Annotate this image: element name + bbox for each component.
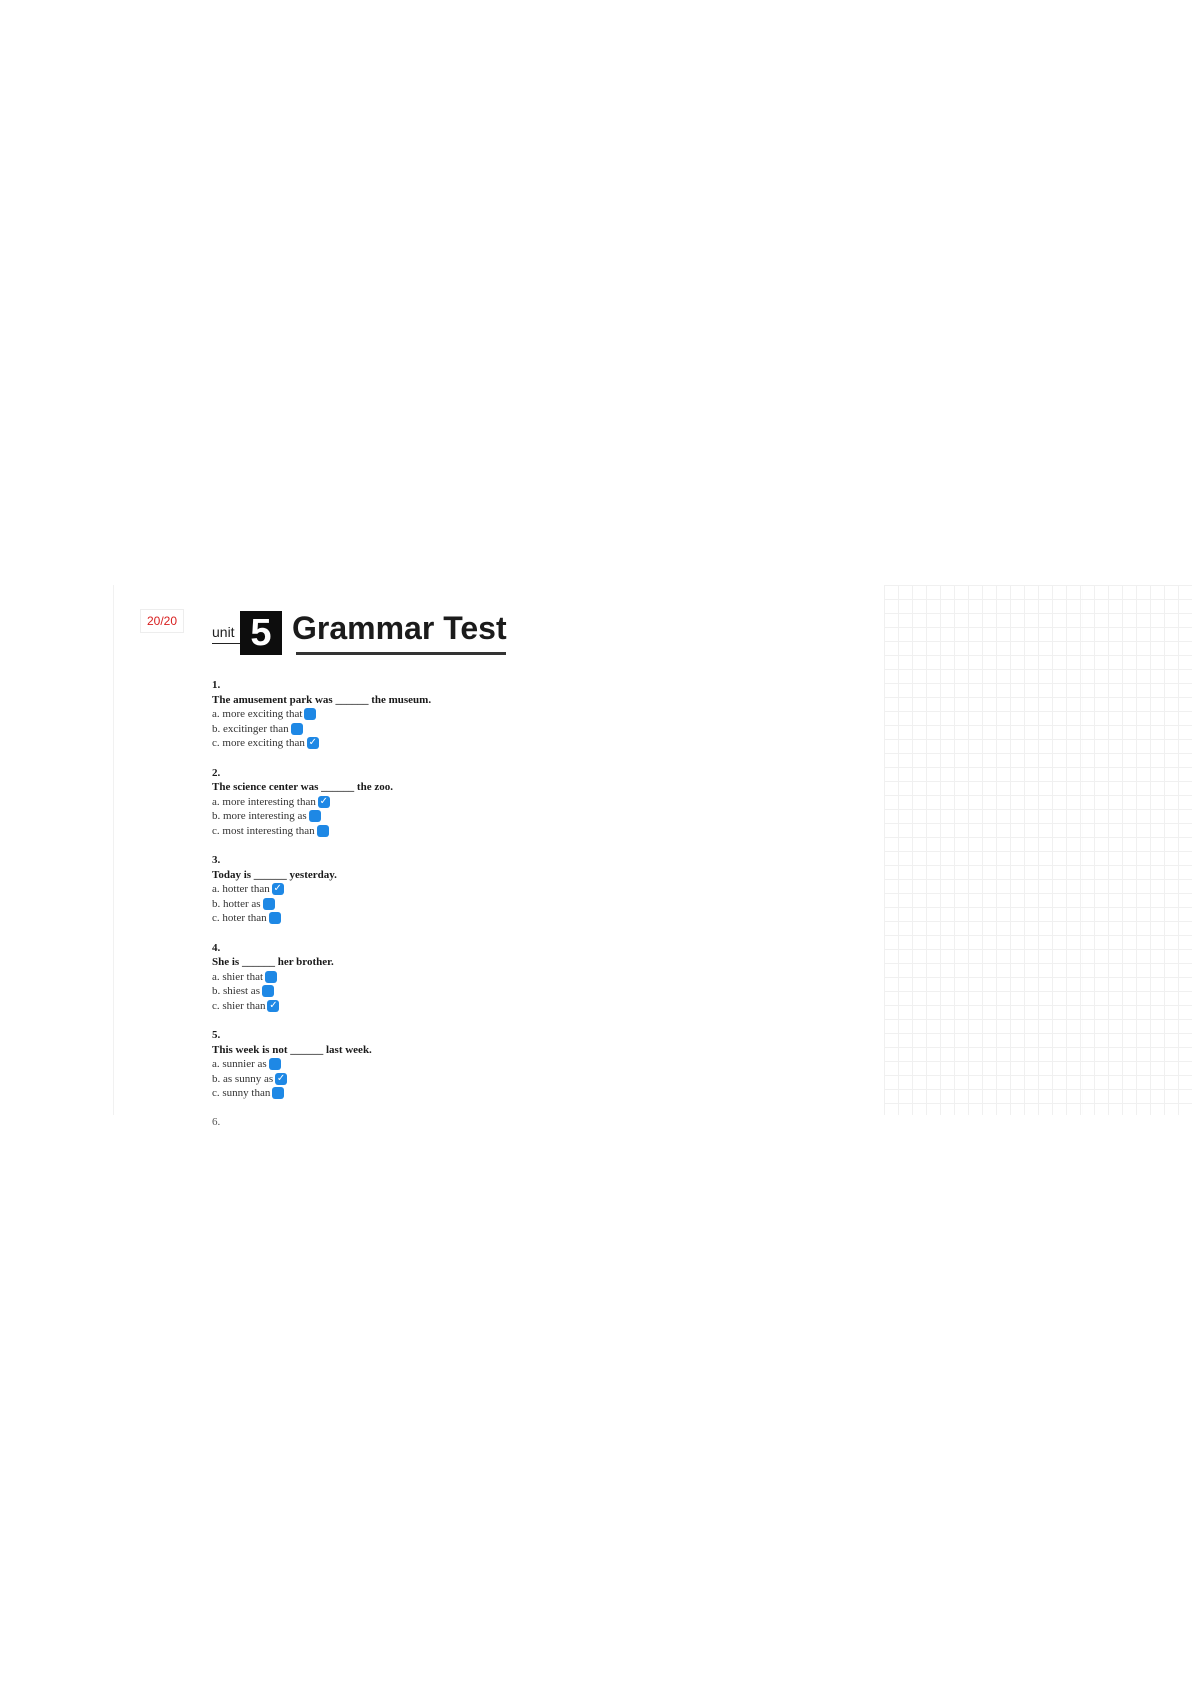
- answer-checkbox[interactable]: ✓: [273, 883, 282, 895]
- option-label: a. sunnier as: [212, 1058, 267, 1070]
- answer-checkbox[interactable]: [309, 810, 321, 822]
- question-number: 3.: [212, 854, 221, 866]
- score-badge: 20/20: [140, 609, 184, 633]
- answer-option[interactable]: [212, 722, 612, 737]
- question-1: [212, 678, 612, 751]
- unit-underline: [212, 643, 240, 644]
- option-label: a. shier that: [212, 970, 264, 983]
- answer-checkbox[interactable]: [304, 708, 316, 720]
- answer-option[interactable]: [212, 882, 612, 897]
- option-label: c. shier than: [212, 999, 266, 1012]
- answer-option[interactable]: [212, 795, 612, 810]
- question-text: She is ______ her brother.: [212, 956, 334, 968]
- answer-option[interactable]: [212, 707, 612, 722]
- answer-option[interactable]: [212, 824, 612, 839]
- question-number: 5.: [212, 1029, 221, 1041]
- answer-checkbox[interactable]: [262, 985, 274, 997]
- answer-checkbox[interactable]: [291, 723, 303, 735]
- answer-option[interactable]: [212, 970, 612, 985]
- option-label: b. as sunny as: [212, 1072, 274, 1085]
- question-number: 4.: [212, 941, 221, 954]
- answer-option[interactable]: [212, 809, 612, 824]
- question-text: The science center was ______ the zoo.: [212, 781, 393, 793]
- answer-checkbox[interactable]: ✓: [269, 999, 278, 1011]
- worksheet-header: [212, 608, 512, 658]
- question-text: This week is not ______ last week.: [212, 1043, 372, 1056]
- question-number: 1.: [212, 679, 221, 691]
- answer-checkbox[interactable]: ✓: [319, 795, 329, 807]
- answer-checkbox[interactable]: [269, 912, 281, 924]
- unit-number-badge: 5: [240, 611, 282, 655]
- option-label: c. hoter than: [212, 912, 267, 924]
- answer-checkbox[interactable]: [317, 825, 329, 837]
- answer-checkbox[interactable]: ✓: [276, 1072, 286, 1084]
- title-underline: [296, 652, 506, 655]
- question-text: The amusement park was ______ the museum.: [212, 693, 432, 706]
- answer-option[interactable]: [212, 911, 612, 926]
- option-label: a. hotter than: [212, 883, 270, 895]
- option-label: a. more exciting that: [212, 708, 303, 720]
- answer-option[interactable]: [212, 897, 612, 912]
- option-label: b. more interesting as: [212, 810, 307, 822]
- next-question-number: 6.: [212, 1115, 221, 1128]
- answer-option[interactable]: [212, 1057, 612, 1072]
- answer-option[interactable]: [212, 999, 612, 1014]
- option-label: b. hotter as: [212, 897, 261, 910]
- answer-option[interactable]: [212, 1086, 612, 1101]
- option-label: c. most interesting than: [212, 824, 315, 837]
- option-label: b. shiest as: [212, 985, 260, 997]
- answer-option[interactable]: [212, 1072, 612, 1087]
- answer-checkbox[interactable]: ✓: [308, 737, 318, 749]
- answer-checkbox[interactable]: [263, 898, 275, 910]
- option-label: b. excitinger than: [212, 722, 289, 735]
- question-4: [212, 941, 612, 1014]
- answer-option[interactable]: [212, 984, 612, 999]
- answer-checkbox[interactable]: [272, 1087, 284, 1099]
- question-list: [212, 678, 612, 1128]
- option-label: c. more exciting than: [212, 737, 305, 749]
- answer-checkbox[interactable]: [265, 971, 277, 983]
- option-label: a. more interesting than: [212, 795, 316, 808]
- option-label: c. sunny than: [212, 1087, 271, 1099]
- question-text: Today is ______ yesterday.: [212, 868, 337, 881]
- answer-checkbox[interactable]: [269, 1058, 281, 1070]
- question-5: [212, 1028, 612, 1101]
- question-2: [212, 766, 612, 839]
- unit-label: unit: [212, 624, 235, 640]
- grid-paper-area: [884, 585, 1192, 1115]
- question-number: 2.: [212, 766, 221, 779]
- answer-option[interactable]: [212, 736, 612, 751]
- page-title: Grammar Test: [292, 610, 507, 646]
- question-3: [212, 853, 612, 926]
